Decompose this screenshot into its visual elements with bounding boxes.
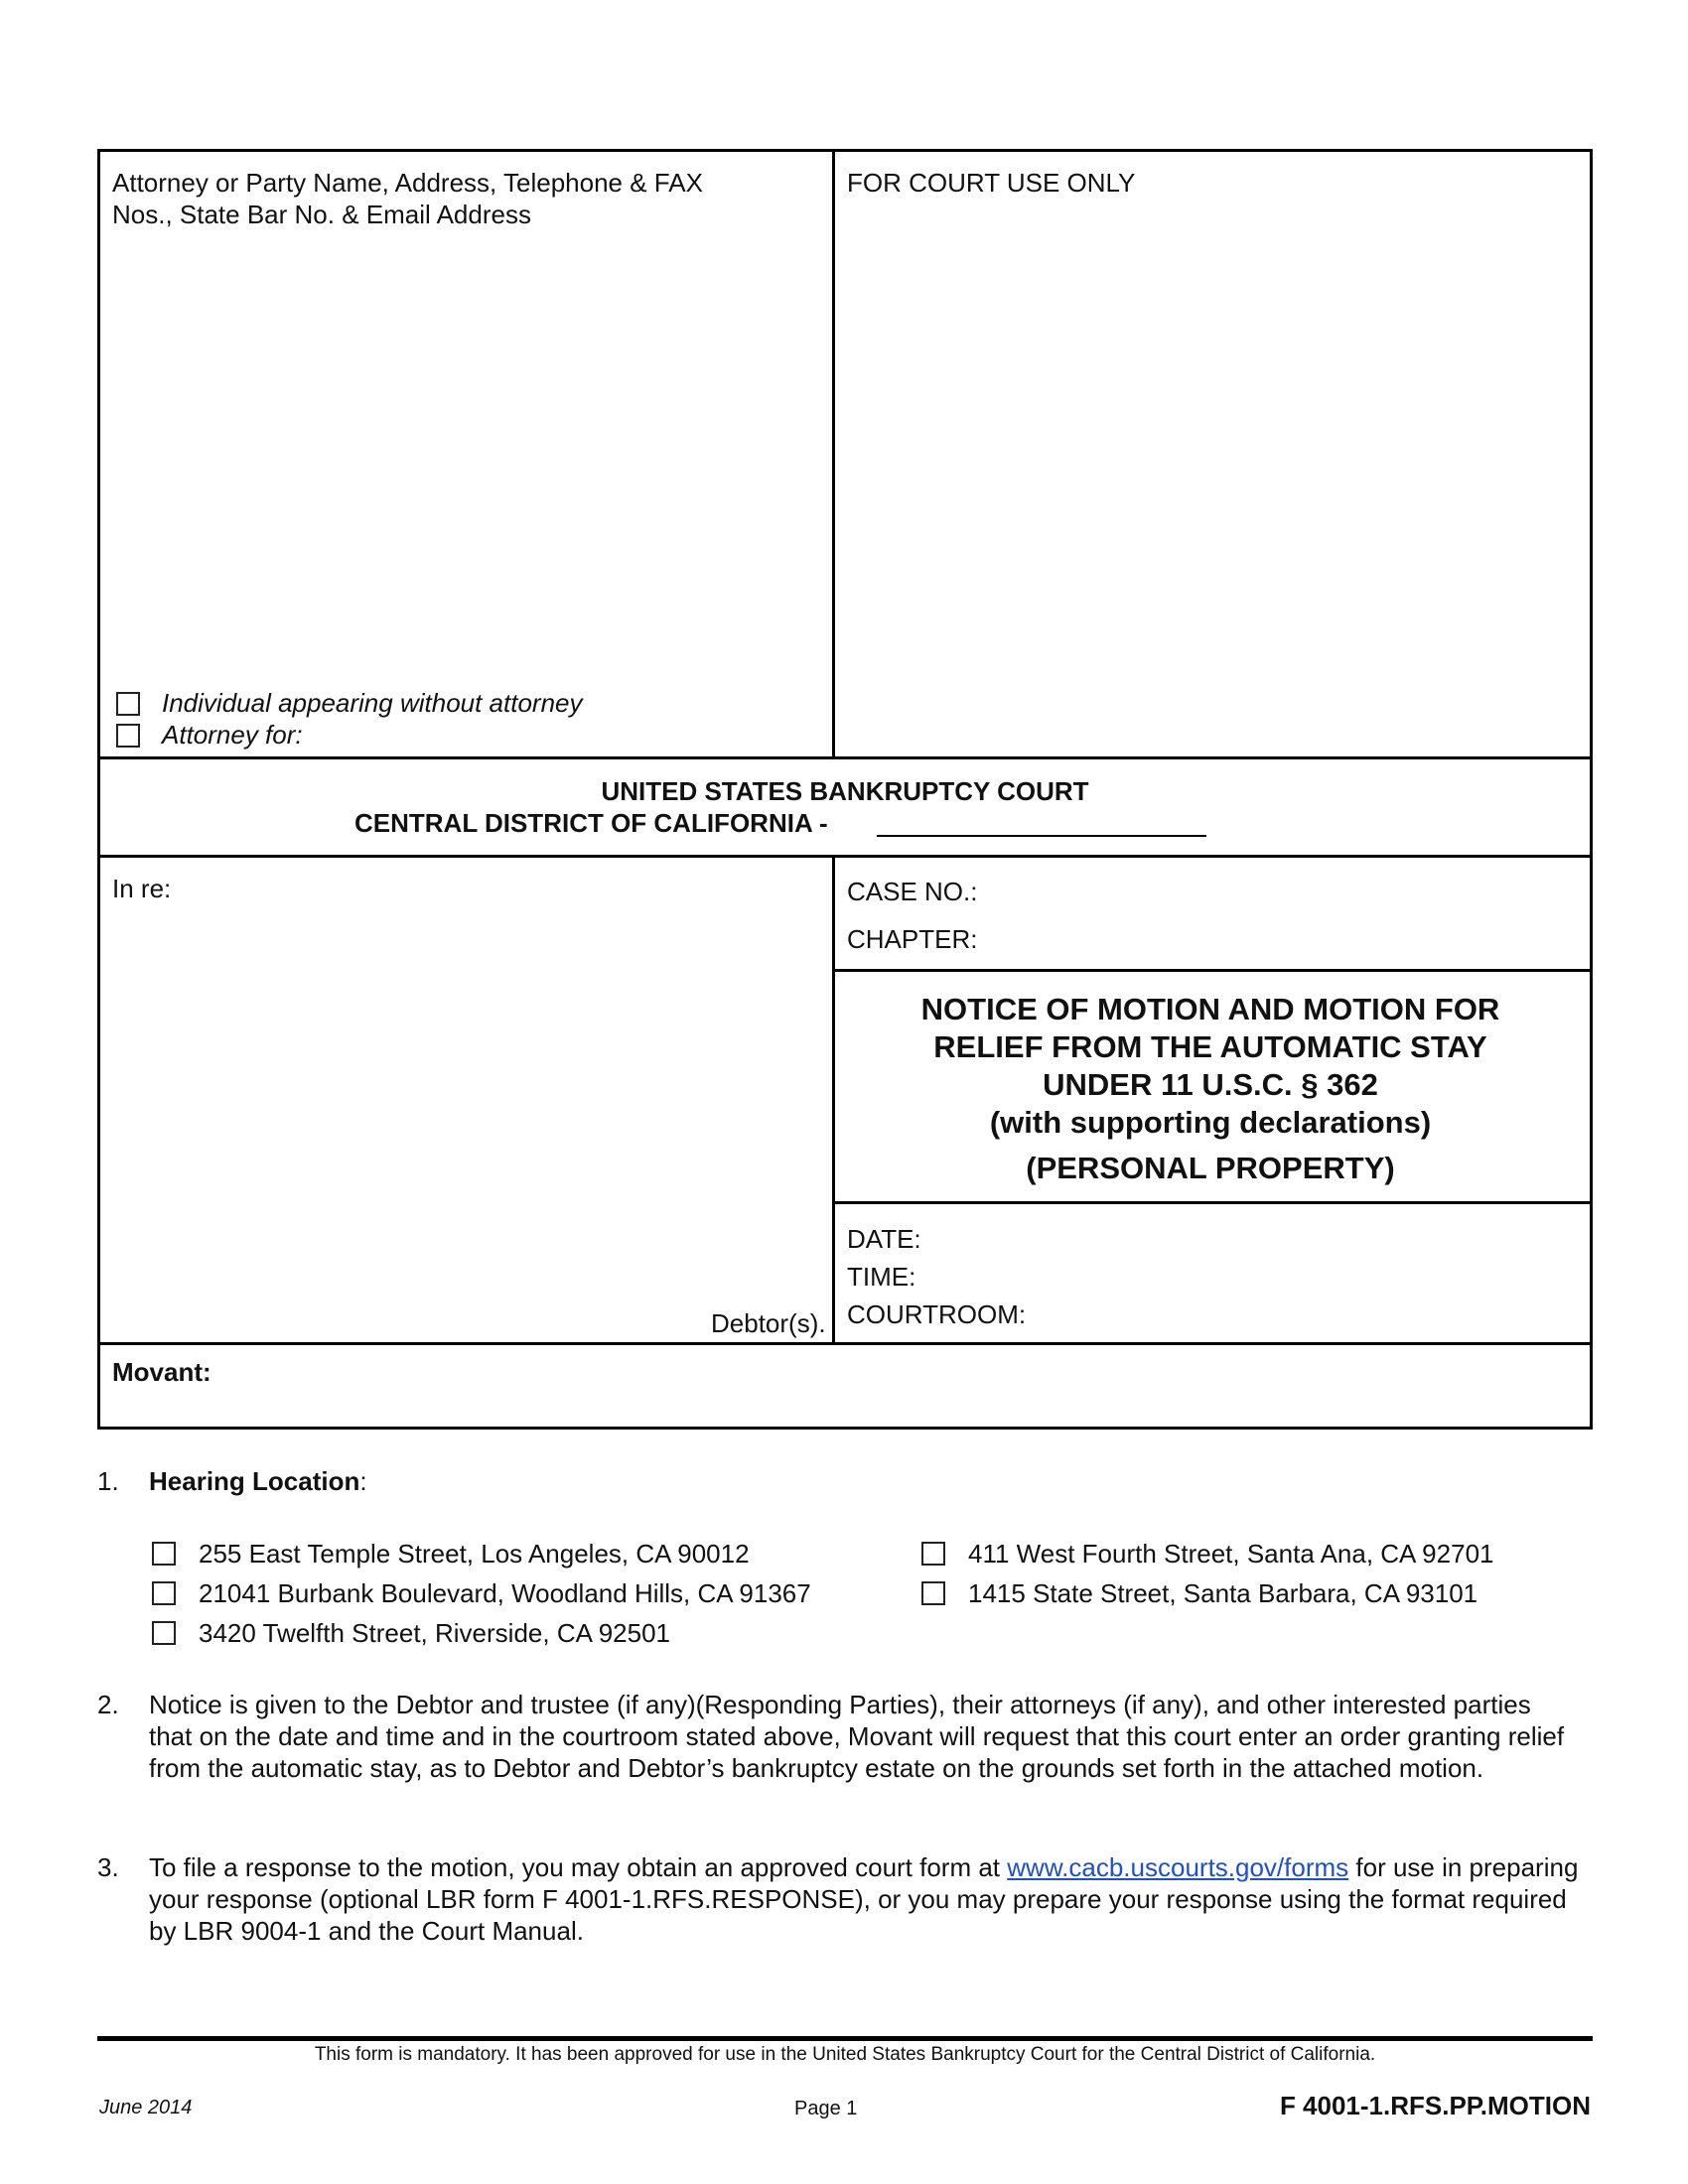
location-checkbox-riverside[interactable] <box>152 1621 176 1645</box>
footer-rule <box>97 2036 1593 2041</box>
divider-h-movant <box>97 1342 1593 1345</box>
response-text-before: To file a response to the motion, you may obtain an approved court form at <box>149 1852 1008 1882</box>
in-re-label: In re: <box>112 874 172 903</box>
caption-box-top <box>97 149 1593 152</box>
response-text-after: for use in preparing your response (optional LBR form F 4001-1.RFS.RESPONSE), or you may prepare your response using the format required by LBR 9004-1 and the Court Manual. <box>149 1852 1579 1946</box>
courtroom-label: COURTROOM: <box>847 1299 1027 1329</box>
attorney-for-label: Attorney for: <box>162 720 303 750</box>
court-name-line2: CENTRAL DISTRICT OF CALIFORNIA - <box>354 808 828 838</box>
date-label: DATE: <box>847 1224 921 1254</box>
footer-date: June 2014 <box>99 2097 193 2118</box>
forms-link[interactable]: www.cacb.uscourts.gov/forms <box>1007 1852 1349 1882</box>
notice-number: 2. <box>97 1690 119 1719</box>
chapter-label: CHAPTER: <box>847 924 978 954</box>
footer-form-id: F 4001-1.RFS.PP.MOTION <box>1279 2091 1591 2120</box>
footer-page: Page 1 <box>794 2098 858 2119</box>
location-checkbox-los-angeles[interactable] <box>152 1542 176 1566</box>
attorney-for-checkbox[interactable] <box>116 724 140 748</box>
time-label: TIME: <box>847 1262 916 1292</box>
attorney-label-line1: Attorney or Party Name, Address, Telephone & FAX <box>112 168 703 198</box>
motion-title-line1: NOTICE OF MOTION AND MOTION FOR <box>920 992 1500 1026</box>
hearing-colon: : <box>359 1466 367 1496</box>
location-checkbox-santa-ana[interactable] <box>921 1542 945 1566</box>
location-woodland-hills: 21041 Burbank Boulevard, Woodland Hills, CA 91367 <box>199 1578 811 1608</box>
individual-option-label: Individual appearing without attorney <box>162 688 583 718</box>
response-paragraph <box>149 1851 1579 1947</box>
location-santa-ana: 411 West Fourth Street, Santa Ana, CA 92701 <box>968 1539 1494 1569</box>
motion-title-line2: RELIEF FROM THE AUTOMATIC STAY <box>933 1029 1487 1064</box>
divider-v-top <box>832 149 835 758</box>
case-no-label: CASE NO.: <box>847 877 978 906</box>
motion-title-line5: (PERSONAL PROPERTY) <box>1026 1151 1395 1185</box>
footer-mandatory: This form is mandatory. It has been approved for use in the United States Bankruptcy Court for the Central District of California. <box>314 2044 1376 2065</box>
motion-title-line3: UNDER 11 U.S.C. § 362 <box>1043 1067 1378 1102</box>
location-checkbox-woodland-hills[interactable] <box>152 1581 176 1605</box>
hearing-heading <box>149 1465 367 1497</box>
court-use-label: FOR COURT USE ONLY <box>847 168 1136 198</box>
location-los-angeles: 255 East Temple Street, Los Angeles, CA 90012 <box>199 1539 750 1569</box>
divider-h-title-bottom <box>832 1201 1593 1204</box>
location-riverside: 3420 Twelfth Street, Riverside, CA 92501 <box>199 1618 671 1648</box>
divider-h-court <box>97 756 1593 759</box>
notice-paragraph: Notice is given to the Debtor and trustee (if any)(Responding Parties), their attorneys (if any), and other interested parties that on the date and time and in the courtroom stated above, Movant will request that this court enter an order granting relief from the automatic stay, as to Debtor and Debtor’s bankruptcy estate on the grounds set forth in the attached motion. <box>149 1690 1565 1783</box>
hearing-label: Hearing Location <box>149 1466 360 1496</box>
location-santa-barbara: 1415 State Street, Santa Barbara, CA 93101 <box>968 1578 1478 1608</box>
debtors-label: Debtor(s). <box>711 1308 826 1338</box>
individual-checkbox[interactable] <box>116 692 140 716</box>
motion-title-line4: (with supporting declarations) <box>989 1105 1432 1140</box>
location-checkbox-santa-barbara[interactable] <box>921 1581 945 1605</box>
caption-box-bottom <box>97 1427 1593 1430</box>
court-name-line1: UNITED STATES BANKRUPTCY COURT <box>601 776 1089 806</box>
divider-h-inre <box>97 855 1593 858</box>
hearing-number: 1. <box>97 1466 119 1496</box>
attorney-label-line2: Nos., State Bar No. & Email Address <box>112 200 531 229</box>
response-number: 3. <box>97 1852 119 1882</box>
movant-label: Movant: <box>112 1357 211 1387</box>
division-blank-line <box>877 835 1206 837</box>
divider-h-title-top <box>832 969 1593 972</box>
